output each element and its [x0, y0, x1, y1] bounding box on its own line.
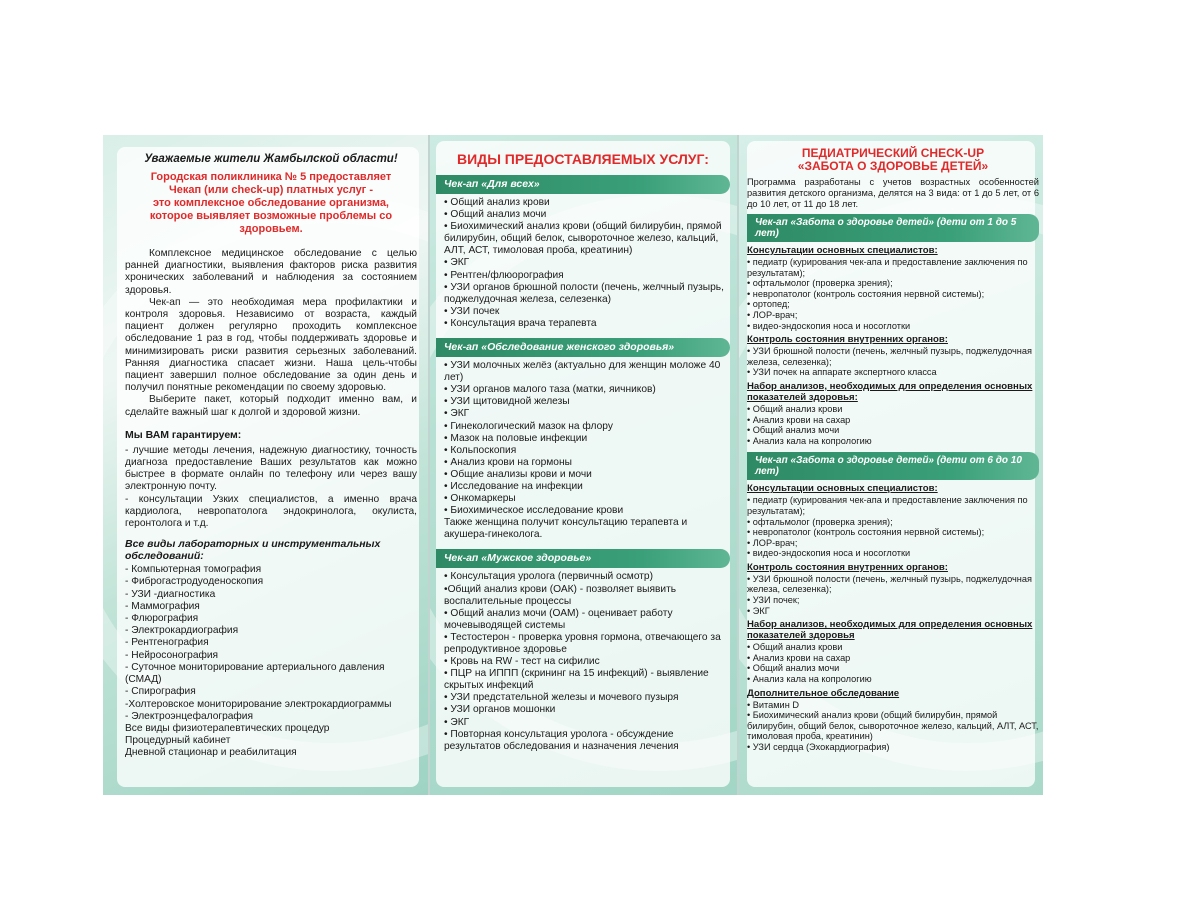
list-item: • Повторная консультация уролога - обсуждение результатов обследования и назначения лечения	[444, 728, 679, 752]
list-item: - Компьютерная томография	[125, 564, 262, 576]
list-item: • УЗИ щитовидной железы	[444, 396, 570, 408]
greeting-heading: Уважаемые жители Жамбылской области!	[144, 153, 398, 165]
lab-list	[125, 564, 417, 759]
list-item: • Консультация уролога (первичный осмотр)	[444, 571, 653, 583]
services-title: ВИДЫ ПРЕДОСТАВЛЯЕМЫХ УСЛУГ:	[457, 151, 709, 167]
list-item: - Фиброгастродуоденоскопия	[125, 576, 264, 588]
intro-red-line: Городская поликлиника № 5 предоставляет	[150, 171, 392, 183]
list-item: • Тестостерон - проверка уровня гормона, отвечающего за репродуктивное здоровье	[444, 631, 721, 655]
group-heading: Консультации основных специалистов:	[747, 483, 938, 495]
section-list	[436, 360, 730, 541]
brochure	[103, 135, 1043, 795]
panel-middle-content	[436, 149, 730, 753]
list-item: • ортопед;	[747, 299, 790, 310]
guarantee-heading: Мы ВАМ гарантируем:	[125, 428, 242, 441]
group-list	[747, 642, 1039, 684]
list-item: • УЗИ почек на аппарате экспертного класса	[747, 367, 937, 378]
guarantee-item: - консультации Узких специалистов, а именно врача кардиолога, невропатолога эндокринолога, окулиста, геронтолога и т.д.	[125, 493, 417, 530]
list-item: • УЗИ сердца (Эхокардиография)	[747, 742, 890, 752]
list-item: • ЭКГ	[444, 257, 470, 269]
list-item: Дневной стационар и реабилитация	[125, 747, 297, 759]
group-list	[747, 404, 1039, 446]
panel-right	[739, 135, 1043, 795]
list-item: • Анализ крови на гормоны	[444, 456, 572, 468]
list-item: - Электрокардиография	[125, 625, 239, 637]
group-heading: Контроль состояния внутренних органов:	[747, 561, 948, 573]
list-item: • видео-эндоскопия носа и носоглотки	[747, 548, 911, 559]
paragraph: Чек-ап — это необходимая мера профилактики и контроля здоровья. Независимо от возраста, каждый пациент должен регулярно проходить комплексное обследование 1 раз в год, чтобы поддерживать здоровье и минимизировать риски развития серьезных заболеваний. Ранняя диагностика спасает жизни. Наша цель-чтобы пациент завершил полное обследование за один день и получил понятные рекомендации по своему здоровью.	[125, 296, 417, 394]
list-item: • ЛОР-врач;	[747, 537, 798, 548]
list-item: - Спирография	[125, 686, 196, 698]
list-item: • Анализ крови на сахар	[747, 652, 851, 663]
list-item: • Общие анализы крови и мочи	[444, 468, 592, 480]
list-item: Также женщина получит консультацию терапевта и акушера-гинеколога.	[444, 517, 688, 541]
list-item: • УЗИ брюшной полости (печень, желчный пузырь, поджелудочная железа, селезенка);	[747, 346, 1032, 367]
group-list	[747, 700, 1039, 753]
list-item: •Общий анализ крови (ОАК) - позволяет выявить воспалительные процессы	[444, 583, 677, 607]
pediatric-intro: Программа разработаны с учетов возрастных особенностей развития детского организма, делятся на 3 вида: от 1 до 5 лет, от 6 до 10 лет, от 11 до 18 лет.	[747, 177, 1039, 209]
list-item: • Биохимический анализ крови (общий билирубин, прямой билирубин, общий белок, сывороточное железо, кальций, АЛТ, АСТ, тимоловая проба, креатинин)	[747, 710, 1039, 742]
list-item: • Общий анализ мочи	[747, 663, 840, 674]
intro-red-text	[125, 171, 417, 236]
lab-heading: Все виды лабораторных и инструментальных обследований:	[125, 538, 381, 563]
list-item: • Анализ кала на копрологию	[747, 674, 872, 685]
list-item: • Общий анализ крови	[444, 197, 550, 208]
group-heading: Дополнительное обследование	[747, 687, 900, 699]
group-heading: Набор анализов, необходимых для определения основных показателей здоровья	[747, 619, 1033, 642]
section-ribbon: Чек-ап «Забота о здоровье детей» (дети от 1 до 5 лет)	[747, 214, 1039, 242]
pediatric-title-line: ПЕДИАТРИЧЕСКИЙ CHECK-UP	[801, 146, 985, 160]
list-item: • Рентген/флюорография	[444, 269, 564, 281]
section-ribbon: Чек-ап «Мужское здоровье»	[436, 549, 730, 568]
list-item: • УЗИ органов малого таза (матки, яичников)	[444, 384, 656, 396]
list-item: Процедурный кабинет	[125, 735, 231, 747]
list-item: - Маммография	[125, 600, 200, 612]
list-item: - Суточное мониторирование артериального давления (СМАД)	[125, 661, 385, 686]
list-item: • Общий анализ мочи (ОАМ) - оценивает работу мочевыводящей системы	[444, 607, 673, 631]
list-item: • УЗИ органов брюшной полости (печень, желчный пузырь, поджелудочная железа, селезенка)	[444, 281, 724, 305]
list-item: • ЭКГ	[747, 605, 770, 616]
list-item: • Кольпоскопия	[444, 444, 517, 456]
list-item: • Онкомаркеры	[444, 493, 516, 505]
guarantee-item: - лучшие методы лечения, надежную диагностику, точность диагноза предоставление Ваших результатов как можно быстрее в формате онлайн по телефону или через вашу электронную почту.	[125, 444, 417, 493]
list-item: • ПЦР на ИППП (скрининг на 15 инфекций) - выявление скрытых инфекций	[444, 668, 709, 692]
list-item: • УЗИ органов мошонки	[444, 704, 556, 716]
list-item: • Витамин D	[747, 699, 799, 710]
group-list	[747, 257, 1039, 331]
intro-red-line: это комплексное обследование организма,	[152, 197, 389, 209]
group-heading: Консультации основных специалистов:	[747, 245, 938, 256]
section-ribbon: Чек-ап «Забота о здоровье детей» (дети от 6 до 10 лет)	[747, 452, 1039, 480]
group-list	[747, 495, 1039, 559]
group-list	[747, 346, 1039, 378]
list-item: • педиатр (курирования чек-апа и предоставление заключения по результатам);	[747, 257, 1028, 278]
group-heading: Контроль состояния внутренних органов:	[747, 334, 948, 346]
panel-middle	[430, 135, 737, 795]
pediatric-title	[747, 147, 1039, 173]
list-item: • Биохимический анализ крови (общий билирубин, прямой билирубин, общий белок, сывороточное железо, кальций, АЛТ, АСТ, тимоловая проба, креатинин)	[444, 221, 722, 257]
list-item: • Мазок на половые инфекции	[444, 432, 588, 444]
list-item: • Общий анализ мочи	[747, 425, 840, 436]
list-item: • видео-эндоскопия носа и носоглотки	[747, 320, 911, 331]
list-item: • УЗИ почек	[444, 305, 500, 317]
list-item: - Нейросонография	[125, 649, 219, 661]
list-item: • офтальмолог (проверка зрения);	[747, 516, 893, 527]
list-item: • Гинекологический мазок на флору	[444, 420, 613, 432]
intro-red-line: Чекап (или check-up) платных услуг -	[169, 184, 373, 196]
list-item: • Исследование на инфекции	[444, 480, 583, 492]
intro-red-line: которое выявляет возможные проблемы со	[149, 210, 393, 222]
section-ribbon: Чек-ап «Обследование женского здоровья»	[436, 338, 730, 357]
list-item: • Биохимическое исследование крови	[444, 505, 624, 517]
list-item: • педиатр (курирования чек-апа и предоставление заключения по результатам);	[747, 495, 1028, 516]
list-item: - Рентгенография	[125, 637, 209, 649]
list-item: • Консультация врача терапевта	[444, 317, 597, 329]
list-item: • УЗИ предстательной железы и мочевого пузыря	[444, 692, 679, 704]
paragraph: Выберите пакет, который подходит именно вам, и сделайте важный шаг к долгой и здоровой жизни.	[125, 394, 417, 418]
list-item: • Общий анализ крови	[747, 642, 843, 653]
section-ribbon: Чек-ап «Для всех»	[436, 175, 730, 194]
list-item: • ЭКГ	[444, 716, 470, 728]
list-item: -Холтеровское мониторирование электрокардиограммы	[125, 698, 392, 710]
list-item: • УЗИ почек;	[747, 595, 800, 606]
list-item: • Общий анализ мочи	[444, 209, 547, 221]
list-item: • ЭКГ	[444, 408, 470, 420]
intro-red-line: здоровьем.	[239, 223, 303, 235]
pediatric-title-line: «ЗАБОТА О ЗДОРОВЬЕ ДЕТЕЙ»	[797, 159, 989, 173]
list-item: - УЗИ -диагностика	[125, 588, 216, 600]
list-item: • Анализ кала на копрологию	[747, 435, 872, 446]
paragraph: Комплексное медицинское обследование с целью ранней диагностики, выявления факторов риска развития хронических заболеваний и наблюдения за состоянием здоровья.	[125, 248, 417, 296]
section-list	[436, 197, 730, 330]
group-heading: Набор анализов, необходимых для определения основных показателей здоровья:	[747, 380, 1033, 403]
list-item: • Общий анализ крови	[747, 403, 843, 414]
group-list	[747, 574, 1039, 616]
panel-left-content	[125, 151, 417, 760]
section-list	[436, 571, 730, 752]
list-item: Все виды физиотерапевтических процедур	[125, 722, 330, 734]
list-item: • офтальмолог (проверка зрения);	[747, 278, 893, 289]
list-item: - Электроэнцефалография	[125, 710, 254, 722]
list-item: - Флюрография	[125, 613, 199, 625]
list-item: • УЗИ брюшной полости (печень, желчный пузырь, поджелудочная железа, селезенка);	[747, 573, 1032, 595]
list-item: • ЛОР-врач;	[747, 309, 798, 320]
list-item: • Анализ крови на сахар	[747, 414, 851, 425]
panel-left	[103, 135, 428, 795]
list-item: • УЗИ молочных желёз (актуально для женщин моложе 40 лет)	[444, 360, 721, 384]
list-item: • Кровь на RW - тест на сифилис	[444, 656, 600, 668]
panel-right-content	[747, 145, 1039, 753]
list-item: • невропатолог (контроль состояния нервной системы);	[747, 527, 985, 538]
list-item: • невропатолог (контроль состояния нервной системы);	[747, 288, 985, 299]
